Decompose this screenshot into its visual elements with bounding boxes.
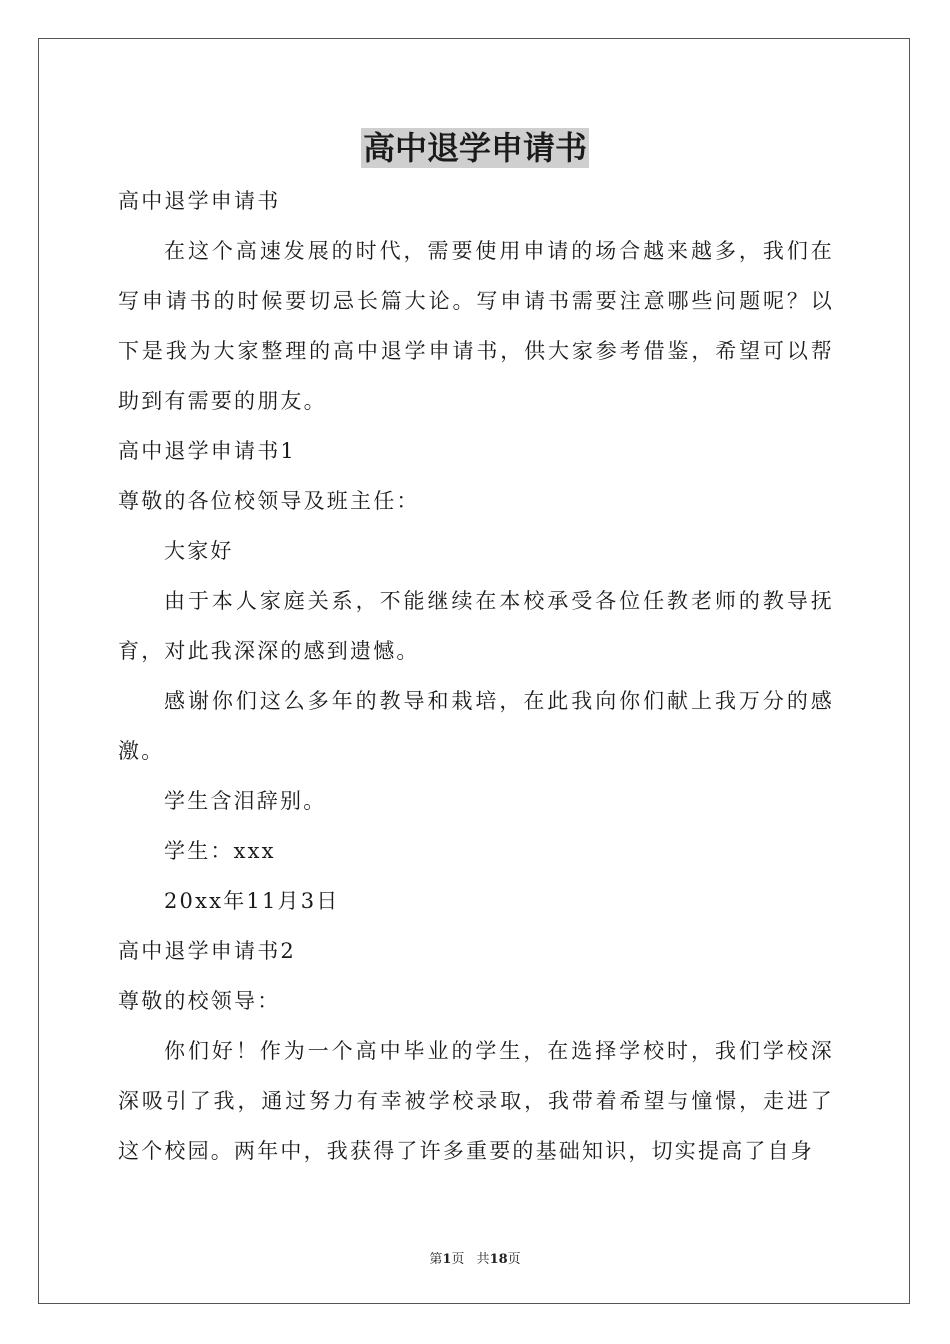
paragraph-thanks: 感谢你们这么多年的教导和栽培，在此我向你们献上我万分的感激。: [118, 689, 834, 763]
greeting-1: 大家好: [164, 539, 234, 563]
page-total: 共18页: [476, 1252, 521, 1267]
section-heading-1: 高中退学申请书1: [118, 439, 296, 463]
paragraph-heading: 高中退学申请书: [118, 189, 281, 213]
page-number: 第1页: [429, 1252, 465, 1267]
section-heading-2: 高中退学申请书2: [118, 939, 296, 963]
signature-date: 20xx年11月3日: [164, 889, 340, 913]
document-title: 高中退学申请书: [362, 129, 587, 167]
paragraph-letter-2: 你们好！作为一个高中毕业的学生，在选择学校时，我们学校深深吸引了我，通过努力有幸被学校录取，我带着希望与憧憬，走进了这个校园。两年中，我获得了许多重要的基础知识，切实提高了自身: [118, 1039, 834, 1163]
paragraph-farewell: 学生含泪辞别。: [164, 789, 327, 813]
document-body: [118, 176, 834, 1176]
salutation-1: 尊敬的各位校领导及班主任：: [118, 489, 420, 513]
signature-student: 学生：xxx: [164, 839, 276, 863]
salutation-2: 尊敬的校领导：: [118, 989, 281, 1013]
page-footer: [0, 1248, 950, 1267]
paragraph-reason: 由于本人家庭关系，不能继续在本校承受各位任教老师的教导抚育，对此我深深的感到遗憾。: [118, 589, 834, 663]
paragraph-intro: 在这个高速发展的时代，需要使用申请的场合越来越多，我们在写申请书的时候要切忌长篇大论。写申请书需要注意哪些问题呢？以下是我为大家整理的高中退学申请书，供大家参考借鉴，希望可以帮助到有需要的朋友。: [118, 239, 834, 413]
title-container: [0, 128, 950, 168]
